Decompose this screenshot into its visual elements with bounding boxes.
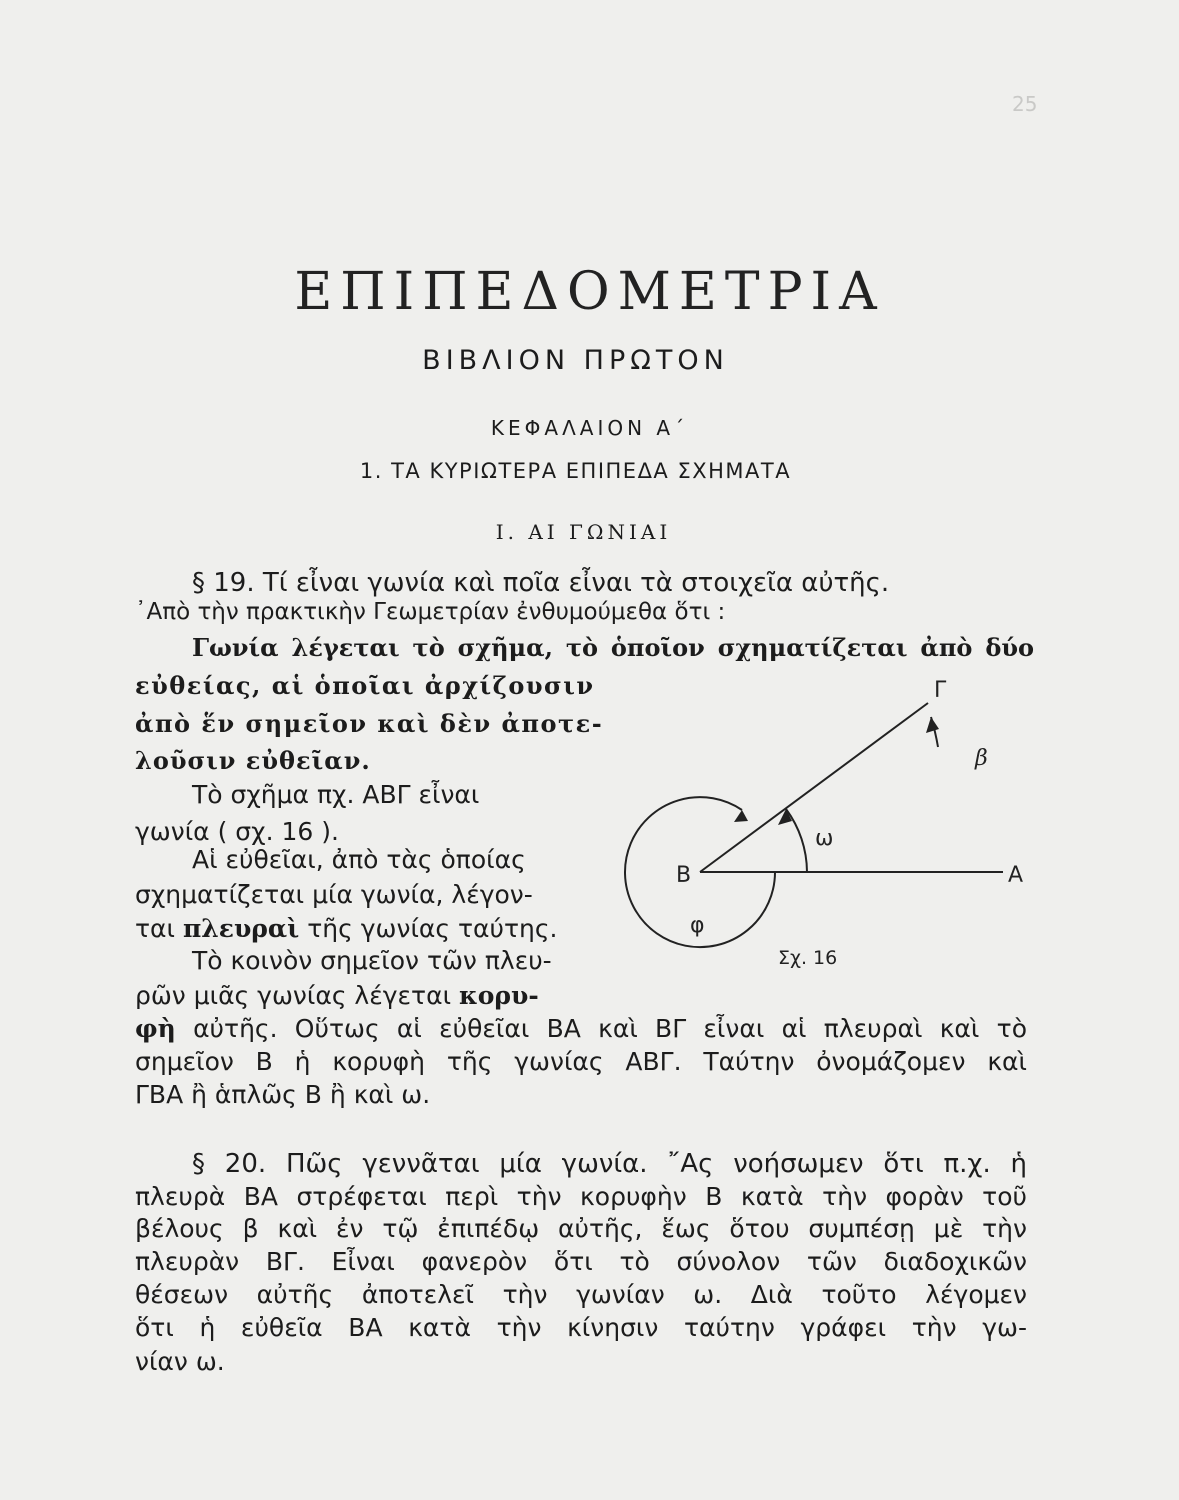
label-A: Α <box>1008 863 1024 888</box>
text-line: σημεῖον Β ἡ κορυφὴ τῆς γωνίας ΑΒΓ. Ταύτην ὀνομάζομεν καὶ <box>135 1047 1027 1076</box>
label-omega: ω <box>815 826 834 851</box>
section-20-heading: § 20. Πῶς γεννᾶται μία γωνία. <box>192 1149 648 1179</box>
text-line: θέσεων αὐτῆς ἀποτελεῖ τὴν γωνίαν ω. Διὰ τοῦτο λέγομεν <box>135 1280 1027 1309</box>
figure-caption: Σχ. 16 <box>778 947 838 969</box>
section-title: 1. ΤΑ ΚΥΡΙΩΤΕΡΑ ΕΠΙΠΕΔΑ ΣΧΗΜΑΤΑ <box>359 459 792 483</box>
text-line: Αἱ εὐθεῖαι, ἀπὸ τὰς ὁποίας <box>192 845 526 874</box>
text-line: ὅτι ἡ εὐθεῖα ΒΑ κατὰ τὴν κίνησιν ταύτην γράφει τὴν γω- <box>135 1313 1027 1342</box>
label-G: Γ <box>934 678 947 703</box>
arrow-phi-head <box>734 810 748 822</box>
side-BG <box>700 703 928 872</box>
section-19-heading: § 19. Τί εἶναι γωνία καὶ ποῖα εἶναι τὰ στοιχεῖα αὐτῆς. <box>192 568 890 598</box>
text-line: γωνία ( σχ. 16 ). <box>135 817 339 846</box>
definition-line-3: ἀπὸ ἕν σημεῖον καὶ δὲν ἀποτε- <box>135 709 604 738</box>
text-fragment: αὐτῆς. Οὕτως αἱ εὐθεῖαι ΒΑ καὶ ΒΓ εἶναι αἱ πλευραὶ καὶ τὸ <box>175 1014 1027 1043</box>
label-B: Β <box>676 863 692 888</box>
definition-line-4: λοῦσιν εὐθεῖαν. <box>135 746 371 775</box>
bold-term-sides: πλευραὶ <box>182 914 300 943</box>
text-fragment: τῆς γωνίας ταύτης. <box>299 914 558 943</box>
subsection-title: Ι. ΑΙ ΓΩΝΙΑΙ <box>495 520 672 544</box>
bold-term-vertex-end: φὴ <box>135 1014 176 1043</box>
text-line: πλευρὰ ΒΑ στρέφεται περὶ τὴν κορυφὴν Β κατὰ τὴν φορὰν τοῦ <box>135 1182 1027 1211</box>
section-19-intro: ᾿Απὸ τὴν πρακτικὴν Γεωμετρίαν ἐνθυμούμεθα ὅτι : <box>135 599 726 625</box>
chapter-title: ΚΕΦΑΛΑΙΟΝ Α΄ <box>490 416 689 440</box>
text-fragment: ῎Ας νοήσωμεν ὅτι π.χ. ἡ <box>667 1149 1027 1179</box>
definition-line-2: εὐθείας, αἱ ὁποῖαι ἀρχίζουσιν <box>135 671 595 700</box>
text-line: βέλους β καὶ ἐν τῷ ἐπιπέδῳ αὐτῆς, ἕως ὅτου συμπέσῃ μὲ τὴν <box>135 1214 1027 1243</box>
text-line: Τὸ κοινὸν σημεῖον τῶν πλευ- <box>192 946 552 975</box>
page-title: ΕΠΙΠΕΔΟΜΕΤΡΙΑ <box>294 262 885 322</box>
text-line: νίαν ω. <box>135 1347 225 1376</box>
definition-line-1: Γωνία λέγεται τὸ σχῆμα, τὸ ὁποῖον σχηματίζεται ἀπὸ δύο <box>192 633 1034 662</box>
label-phi: φ <box>690 913 705 938</box>
text-fragment: ται <box>135 914 183 943</box>
label-beta: β <box>975 746 988 771</box>
text-line: ΓΒΑ ἢ ἁπλῶς Β ἢ καὶ ω. <box>135 1080 431 1109</box>
text-line: Τὸ σχῆμα πχ. ΑΒΓ εἶναι <box>192 780 480 809</box>
text-fragment: ρῶν μιᾶς γωνίας λέγεται <box>135 981 459 1010</box>
bold-term-vertex: κορυ- <box>459 981 539 1010</box>
page-number: 25 <box>1012 92 1038 116</box>
book-title: ΒΙΒΛΙΟΝ ΠΡΩΤΟΝ <box>422 345 729 376</box>
text-line: σχηματίζεται μία γωνία, λέγον- <box>135 880 533 909</box>
section-20-first-line <box>192 1149 1027 1179</box>
text-line: πλευρὰν ΒΓ. Εἶναι φανερὸν ὅτι τὸ σύνολον τῶν διαδοχικῶν <box>135 1247 1027 1276</box>
rotation-arrow-head <box>926 717 939 733</box>
